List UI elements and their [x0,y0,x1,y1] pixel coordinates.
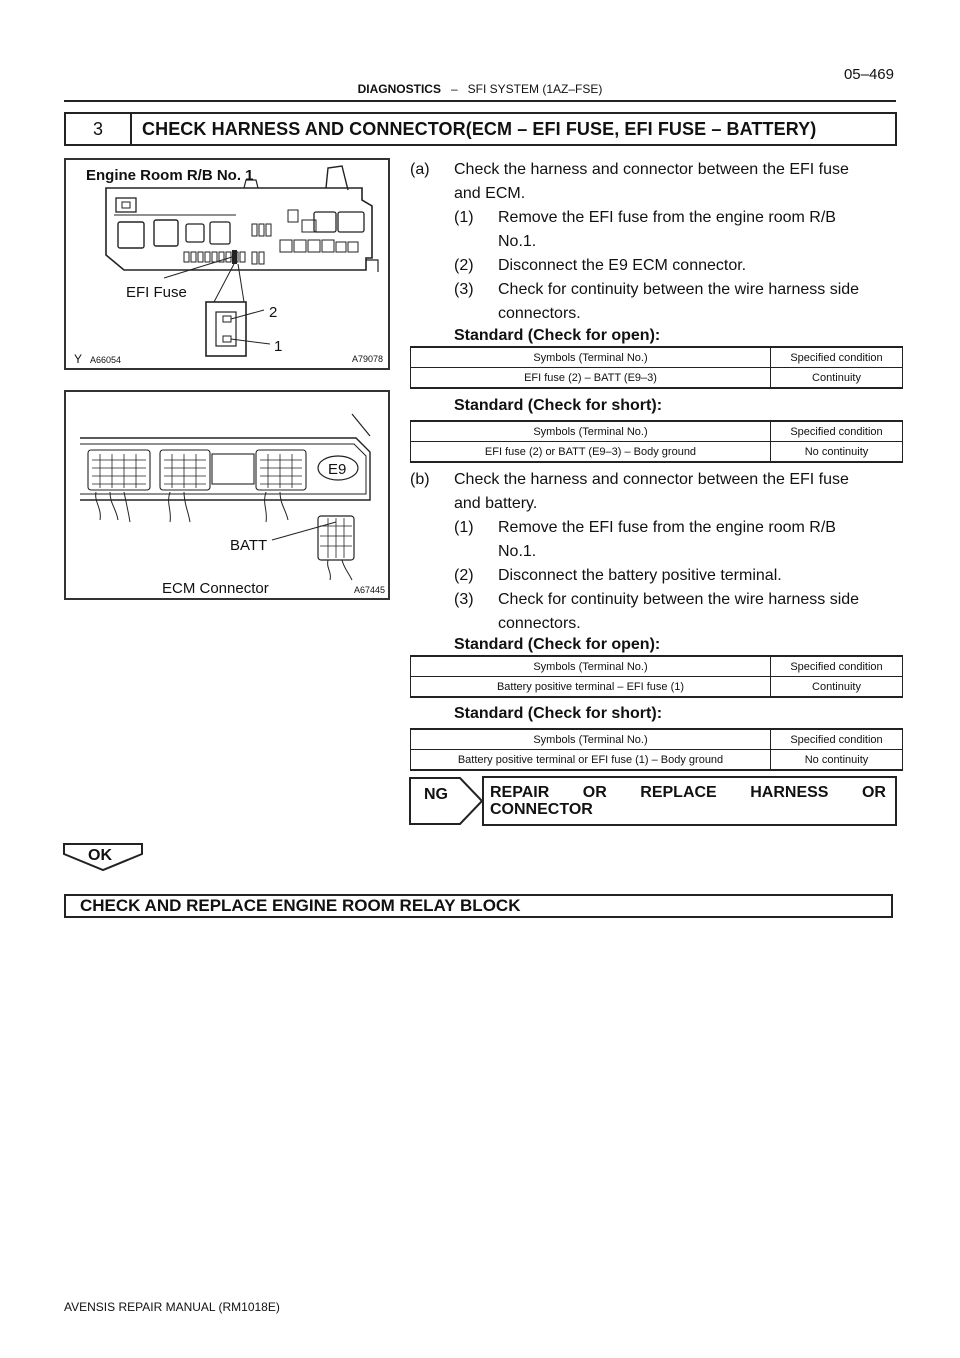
part-a-line2: and ECM. [454,185,526,202]
table-cell-symbols: EFI fuse (2) or BATT (E9–3) – Body ground [411,442,771,463]
part-a-step2-marker: (2) [454,257,474,274]
ng-word: OR [861,784,886,801]
table-cell-symbols: Battery positive terminal – EFI fuse (1) [411,677,771,698]
page-number: 05–469 [843,66,894,83]
part-b-marker: (b) [410,471,430,488]
ecm-connector-caption: ECM Connector [162,580,269,597]
table-header-condition: Specified condition [771,656,903,677]
table-cell-condition: Continuity [771,368,903,389]
relay-block-drawing [66,160,388,368]
ng-label: NG [424,786,448,803]
ok-arrow [62,842,146,872]
part-a-step3-marker: (3) [454,281,474,298]
part-a-standard-open: Standard (Check for open): [454,327,661,344]
header-subsection: SFI SYSTEM (1AZ–FSE) [467,82,603,96]
part-b-line2: and battery. [454,495,538,512]
header-section: DIAGNOSTICS [357,82,441,96]
part-a-step2: Disconnect the E9 ECM connector. [498,257,747,274]
part-b-step3-line1: Check for continuity between the wire harness side [498,591,860,608]
ng-word: REPAIR [490,784,550,801]
table-header-row [411,729,903,750]
part-a-step3-line1: Check for continuity between the wire harness side [498,281,860,298]
ng-word: OR [582,784,607,801]
part-a-step1-line2: No.1. [498,233,537,250]
part-a-line1: Check the harness and connector between the EFI fuse [454,161,849,178]
ng-result-line2: CONNECTOR [490,801,593,818]
table-cell-condition: No continuity [771,750,903,771]
part-b-line1: Check the harness and connector between the EFI fuse [454,471,849,488]
ng-word: REPLACE [640,784,717,801]
table-header-symbols: Symbols (Terminal No.) [411,729,771,750]
table-header-row [411,421,903,442]
figure-code-left: A66054 [90,355,122,365]
figure2-code: A67445 [354,585,386,595]
final-action: CHECK AND REPLACE ENGINE ROOM RELAY BLOCK [64,894,893,918]
table-header-row [411,347,903,368]
step-number: 3 [66,114,132,144]
table-cell-condition: Continuity [771,677,903,698]
part-b-step3-marker: (3) [454,591,474,608]
table-row [411,750,903,771]
ng-result-line1 [490,784,886,801]
spec-table-b-short [410,728,903,771]
part-b-step3-line2: connectors. [498,615,581,632]
table-header-symbols: Symbols (Terminal No.) [411,347,771,368]
part-b-step2-marker: (2) [454,567,474,584]
relay-block-title: Engine Room R/B No. 1 [86,167,254,184]
step-heading [64,112,897,146]
page-footer: AVENSIS REPAIR MANUAL (RM1018E) [64,1300,280,1314]
part-a-step3-line2: connectors. [498,305,581,322]
step-title: CHECK HARNESS AND CONNECTOR(ECM – EFI FUSE, EFI FUSE – BATTERY) [142,118,817,139]
table-header-symbols: Symbols (Terminal No.) [411,656,771,677]
efi-fuse-label: EFI Fuse [126,284,187,301]
part-a-standard-short: Standard (Check for short): [454,397,663,414]
batt-terminal-label: BATT [230,537,268,554]
ng-word: HARNESS [750,784,829,801]
part-b-standard-open: Standard (Check for open): [454,636,661,653]
ok-label: OK [88,847,112,864]
part-b-step1-line1: Remove the EFI fuse from the engine room R/B [498,519,836,536]
part-b-step1-line2: No.1. [498,543,537,560]
part-a-marker: (a) [410,161,430,178]
table-cell-symbols: Battery positive terminal or EFI fuse (1) – Body ground [411,750,771,771]
e9-connector-label: E9 [328,461,347,478]
part-b-step2: Disconnect the battery positive terminal. [498,567,782,584]
figure-ecm-connector [64,390,390,600]
ng-arrow [408,776,488,826]
table-cell-condition: No continuity [771,442,903,463]
table-row [411,677,903,698]
table-row [411,442,903,463]
pin-2-label: 2 [269,304,278,321]
header-dash: – [450,82,458,96]
table-header-row [411,656,903,677]
part-b-standard-short: Standard (Check for short): [454,705,663,722]
table-cell-symbols: EFI fuse (2) – BATT (E9–3) [411,368,771,389]
table-header-condition: Specified condition [771,421,903,442]
pin-1-label: 1 [274,338,283,355]
header-rule [64,100,896,102]
ng-result-text [490,784,886,818]
figure-code-prefix: Y [74,352,83,366]
table-header-condition: Specified condition [771,729,903,750]
table-header-symbols: Symbols (Terminal No.) [411,421,771,442]
ecm-connector-drawing [66,392,388,598]
spec-table-a-open [410,346,903,389]
figure-code-right: A79078 [352,354,384,364]
spec-table-a-short [410,420,903,463]
figure-relay-block [64,158,390,370]
part-b-step1-marker: (1) [454,519,474,536]
part-a-step1-line1: Remove the EFI fuse from the engine room R/B [498,209,836,226]
page-header [0,82,960,96]
spec-table-b-open [410,655,903,698]
table-row [411,368,903,389]
table-header-condition: Specified condition [771,347,903,368]
part-a-step1-marker: (1) [454,209,474,226]
